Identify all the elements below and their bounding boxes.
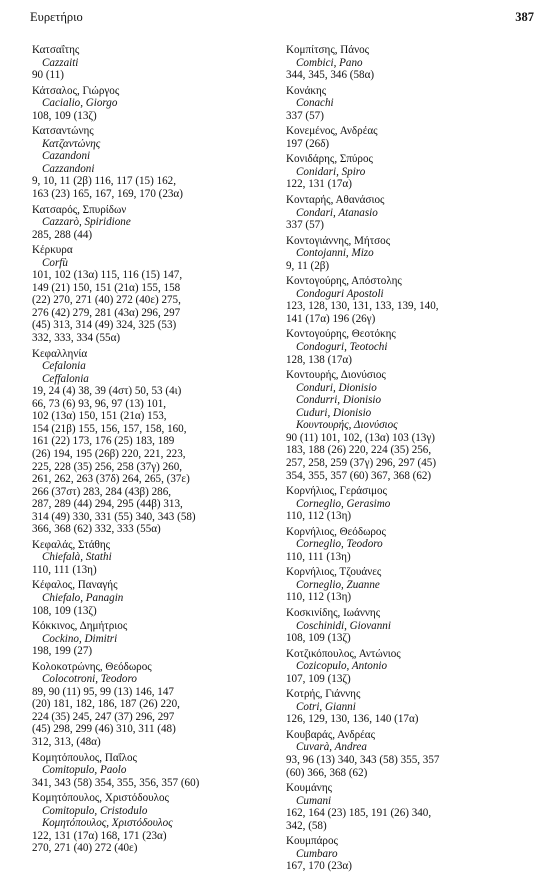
entry-variant-name: Contojanni, Mizo [296, 247, 374, 260]
entry-heading: Κατσαΐτης [32, 44, 80, 56]
entry-page-refs: 123, 128, 130, 131, 133, 139, 140, [286, 300, 439, 313]
entry-heading: Κονάκης [286, 84, 327, 97]
entry-heading: Κοντογιάννης, Μήτσος [286, 234, 391, 247]
entry-heading: Κατσαρός, Σπυρίδων [32, 203, 127, 216]
entry-page-refs: 89, 90 (11) 95, 99 (13) 146, 147 [32, 685, 174, 698]
entry-page-refs: 122, 131 (17α) [286, 178, 352, 191]
entry-page-refs: 342, (58) [286, 819, 327, 832]
entry-page-refs: 110, 111 (13η) [32, 563, 97, 576]
entry-heading: Κουμπάρος [286, 835, 338, 848]
entry-variant-name: Condoguri Apostoli [296, 287, 384, 300]
entry-page-refs: 110, 111 (13η) [286, 550, 351, 563]
entry-variant-name: Corneglio, Gerasimo [296, 497, 391, 510]
index-entry [32, 620, 272, 658]
entry-page-refs: 270, 271 (40) 272 (40ε) [32, 842, 138, 855]
entry-variant-name: Corneglio, Teodoro [296, 538, 383, 551]
index-entry [286, 729, 538, 779]
entry-variant-name: Cazandoni [42, 150, 91, 163]
index-entry [32, 661, 272, 749]
index-column-right [286, 44, 538, 876]
index-column-left [32, 44, 272, 858]
entry-variant-name: Chiefalà, Stathi [42, 551, 112, 564]
index-entry [286, 648, 538, 686]
entry-heading: Κέρκυρα [32, 244, 73, 257]
entry-variant-name: Condurri, Dionisio [296, 394, 382, 407]
entry-variant-name: Condari, Atanasio [296, 206, 378, 219]
entry-page-refs: 108, 109 (13ζ) [32, 604, 97, 617]
entry-variant-name: Comitopulo, Cristodulo [42, 804, 148, 817]
entry-variant-name: Conduri, Dionisio [296, 381, 377, 394]
entry-page-refs: 337 (57) [286, 219, 324, 232]
entry-variant-name: Corfù [42, 256, 68, 269]
index-entry [32, 85, 272, 123]
entry-page-refs: 108, 109 (13ζ) [286, 632, 351, 645]
entry-variant-name: Ceffalonia [42, 372, 89, 385]
entry-page-refs: 154 (21β) 155, 156, 157, 158, 160, [32, 422, 187, 435]
entry-page-refs: 110, 112 (13η) [286, 591, 352, 604]
index-entry [286, 566, 538, 604]
entry-page-refs: (45) 298, 299 (46) 310, 311 (48) [32, 723, 176, 736]
entry-page-refs: 19, 24 (4) 38, 39 (4στ) 50, 53 (4ι) [32, 385, 182, 398]
index-entry [286, 235, 538, 273]
index-entry [286, 607, 538, 645]
entry-page-refs: 314 (49) 330, 331 (55) 340, 343 (58) [32, 510, 196, 523]
entry-variant-name: Cumbaro [296, 847, 338, 860]
entry-page-refs: 101, 102 (13α) 115, 116 (15) 147, [32, 269, 183, 282]
entry-variant-name: Cumani [296, 794, 332, 807]
entry-heading: Κορνήλιος, Τζουάνες [286, 566, 382, 579]
entry-page-refs: 66, 73 (6) 93, 96, 97 (13) 101, [32, 397, 167, 410]
entry-page-refs: 332, 333, 334 (55α) [32, 332, 121, 345]
index-entry [286, 526, 538, 564]
entry-heading: Κοτζικόπουλος, Αντώνιος [286, 647, 401, 660]
index-entry [32, 125, 272, 200]
entry-heading: Κονιδάρης, Σπύρος [286, 153, 373, 166]
entry-page-refs: 266 (37στ) 283, 284 (43β) 286, [32, 485, 172, 498]
entry-page-refs: 344, 345, 346 (58α) [286, 69, 375, 82]
entry-page-refs: 287, 289 (44) 294, 295 (44β) 313, [32, 498, 183, 511]
entry-page-refs: (20) 181, 182, 186, 187 (26) 220, [32, 698, 180, 711]
entry-page-refs: 312, 313, (48α) [32, 735, 101, 748]
entry-heading: Κοντογούρης, Θεοτόκης [286, 328, 396, 341]
index-entry [32, 348, 272, 536]
entry-page-refs: 354, 355, 357 (60) 367, 368 (62) [286, 469, 432, 482]
entry-variant-name: Cazzarò, Spiridione [42, 216, 131, 229]
entry-heading: Κεφαλάς, Στάθης [32, 538, 111, 551]
index-entry [286, 194, 538, 232]
index-entry [286, 328, 538, 366]
entry-heading: Κατσαντώνης [32, 125, 94, 138]
entry-page-refs: 337 (57) [286, 109, 324, 122]
index-entry [32, 204, 272, 242]
entry-variant-name: Colocotroni, Teodoro [42, 673, 137, 686]
entry-heading: Κομπίτσης, Πάνος [286, 44, 370, 56]
entry-page-refs: 102 (13α) 150, 151 (21α) 153, [32, 410, 167, 423]
entry-page-refs: 90 (11) [32, 69, 64, 82]
entry-heading: Κορνήλιος, Θεόδωρος [286, 525, 386, 538]
entry-page-refs: 9, 11 (2β) [286, 259, 330, 272]
entry-page-refs: 167, 170 (23α) [286, 860, 352, 873]
entry-variant-name: Cuduri, Dionisio [296, 406, 372, 419]
entry-heading: Κονεμένος, Ανδρέας [286, 125, 378, 138]
entry-page-refs: 366, 368 (62) 332, 333 (55α) [32, 523, 161, 536]
entry-heading: Κόκκινος, Δημήτριος [32, 620, 128, 633]
entry-variant-name: Cazzandoni [42, 162, 95, 175]
index-entry [286, 369, 538, 482]
entry-heading: Κομητόπουλος, Παΐλος [32, 751, 137, 764]
entry-heading: Κουβαράς, Ανδρέας [286, 728, 376, 741]
running-header-title: Ευρετήριο [30, 10, 83, 24]
index-entry [286, 485, 538, 523]
entry-heading: Κεφαλληνία [32, 347, 88, 360]
entry-page-refs: 183, 188 (26) 220, 224 (35) 256, [286, 444, 432, 457]
index-entry [286, 44, 538, 82]
entry-variant-name: Cozicopulo, Antonio [296, 660, 388, 673]
entry-heading: Κέφαλος, Παναγής [32, 579, 118, 592]
entry-variant-name: Corneglio, Zuanne [296, 578, 380, 591]
entry-page-refs: 128, 138 (17α) [286, 353, 352, 366]
entry-heading: Κουμάνης [286, 782, 333, 795]
index-entry [286, 782, 538, 832]
entry-page-refs: 108, 109 (13ζ) [32, 109, 97, 122]
entry-heading: Κομητόπουλος, Χριστόδουλος [32, 792, 169, 805]
entry-variant-name: Combici, Pano [296, 56, 363, 69]
entry-page-refs: (45) 313, 314 (49) 324, 325 (53) [32, 319, 177, 332]
entry-variant-name: Κουντουρής, Διονύσιος [296, 419, 398, 432]
entry-variant-name: Cacialio, Giorgo [42, 97, 118, 110]
entry-variant-name: Κομητόπουλος, Χριστόδουλος [42, 817, 173, 830]
entry-page-refs: 90 (11) 101, 102, (13α) 103 (13γ) [286, 431, 435, 444]
index-entry [286, 275, 538, 325]
index-entry [286, 85, 538, 123]
entry-variant-name: Condoguri, Teotochi [296, 341, 388, 354]
entry-heading: Κοντογούρης, Απόστολης [286, 275, 402, 288]
entry-variant-name: Chiefalo, Panagin [42, 591, 124, 604]
entry-variant-name: Cefalonia [42, 360, 86, 373]
entry-variant-name: Conachi [296, 97, 334, 110]
index-entry [286, 125, 538, 150]
entry-page-refs: 9, 10, 11 (2β) 116, 117 (15) 162, [32, 175, 176, 188]
index-entry [286, 688, 538, 726]
index-entry [286, 835, 538, 873]
index-entry [32, 792, 272, 855]
entry-variant-name: Cazzaiti [42, 56, 79, 69]
entry-page-refs: 107, 109 (13ζ) [286, 672, 351, 685]
index-entry [286, 153, 538, 191]
entry-variant-name: Cuvarà, Andrea [296, 741, 367, 754]
entry-page-refs: 276 (42) 279, 281 (43α) 296, 297 [32, 306, 181, 319]
entry-page-refs: 149 (21) 150, 151 (21α) 155, 158 [32, 281, 181, 294]
entry-page-refs: (26) 194, 195 (26β) 220, 221, 223, [32, 447, 186, 460]
entry-variant-name: Comitopulo, Paolo [42, 764, 127, 777]
entry-page-refs: 225, 228 (35) 256, 258 (37γ) 260, [32, 460, 183, 473]
entry-page-refs: 224 (35) 245, 247 (37) 296, 297 [32, 710, 175, 723]
index-entry [32, 579, 272, 617]
entry-variant-name: Cotri, Gianni [296, 700, 356, 713]
entry-heading: Κάτσαλος, Γιώργος [32, 84, 120, 97]
entry-heading: Κονταρής, Αθανάσιος [286, 194, 385, 207]
entry-page-refs: 162, 164 (23) 185, 191 (26) 340, [286, 807, 432, 820]
entry-page-refs: 261, 262, 263 (37δ) 264, 265, (37ε) [32, 473, 190, 486]
entry-page-refs: 197 (26δ) [286, 137, 330, 150]
entry-heading: Κοτρής, Γιάννης [286, 688, 361, 701]
entry-heading: Κοσκινίδης, Ιωάννης [286, 606, 381, 619]
entry-variant-name: Cockino, Dimitri [42, 632, 118, 645]
entry-page-refs: 257, 258, 259 (37γ) 296, 297 (45) [286, 456, 437, 469]
index-entry [32, 44, 272, 82]
entry-page-refs: 163 (23) 165, 167, 169, 170 (23α) [32, 188, 183, 201]
entry-page-refs: 161 (22) 173, 176 (25) 183, 189 [32, 435, 175, 448]
entry-heading: Κορνήλιος, Γεράσιμος [286, 485, 387, 498]
entry-heading: Κοντουρής, Διονύσιος [286, 369, 386, 382]
entry-page-refs: 93, 96 (13) 340, 343 (58) 355, 357 [286, 753, 440, 766]
page-number: 387 [515, 10, 534, 24]
entry-heading: Κολοκοτρώνης, Θεόδωρος [32, 660, 152, 673]
entry-page-refs: (60) 366, 368 (62) [286, 766, 368, 779]
entry-page-refs: 341, 343 (58) 354, 355, 356, 357 (60) [32, 776, 200, 789]
entry-page-refs: 122, 131 (17α) 168, 171 (23α) [32, 829, 167, 842]
entry-page-refs: 285, 288 (44) [32, 228, 93, 241]
entry-variant-name: Κατζαντώνης [42, 137, 101, 150]
entry-variant-name: Coschinidi, Giovanni [296, 619, 391, 632]
entry-page-refs: (22) 270, 271 (40) 272 (40ε) 275, [32, 294, 181, 307]
entry-page-refs: 126, 129, 130, 136, 140 (17α) [286, 713, 419, 726]
entry-page-refs: 110, 112 (13η) [286, 510, 352, 523]
index-entry [32, 539, 272, 577]
index-entry [32, 752, 272, 790]
entry-page-refs: 141 (17α) 196 (26γ) [286, 312, 376, 325]
index-entry [32, 244, 272, 344]
entry-variant-name: Conidari, Spiro [296, 165, 366, 178]
entry-page-refs: 198, 199 (27) [32, 645, 93, 658]
